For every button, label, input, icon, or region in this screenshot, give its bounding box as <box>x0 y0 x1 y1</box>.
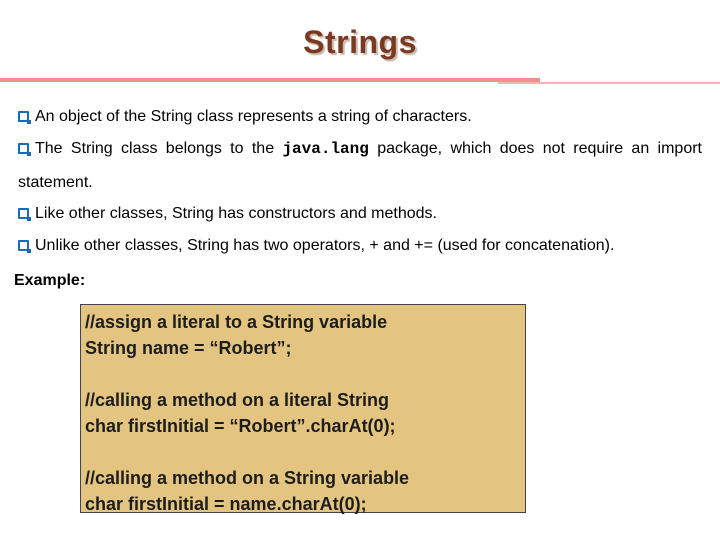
bullet-text: Like other classes, String has constructors and methods. <box>35 205 437 222</box>
title-divider <box>0 78 540 82</box>
bullet-text-part: package, which does not require an import statement. <box>18 140 703 191</box>
code-spacer <box>85 439 525 465</box>
code-comment: //assign a literal to a String variable <box>85 312 388 332</box>
code-comment: //calling a method on a String variable <box>85 468 410 488</box>
code-comment: //calling a method on a literal String <box>85 390 390 410</box>
code-line: char firstInitial = “Robert”.charAt(0); <box>85 416 396 436</box>
bullet-text: An object of the String class represents a string of characters. <box>35 108 472 125</box>
bullet-text-part: The String class belongs to the <box>35 140 283 157</box>
bullet-item-3 <box>18 197 702 231</box>
square-bullet-icon <box>18 143 29 154</box>
square-bullet-icon <box>18 111 29 122</box>
code-spacer <box>85 361 525 387</box>
code-line: String name = “Robert”; <box>85 338 292 358</box>
bullet-item-2 <box>18 132 702 200</box>
bullet-item-4 <box>18 229 702 263</box>
code-example-box <box>80 304 526 513</box>
square-bullet-icon <box>18 208 29 219</box>
title-divider-tail <box>498 82 720 84</box>
example-label: Example: <box>14 272 86 289</box>
bullet-item-1 <box>18 100 702 134</box>
bullet-text: Unlike other classes, String has two operators, + and += (used for concatenation). <box>35 237 615 254</box>
square-bullet-icon <box>18 240 29 251</box>
package-name: java.lang <box>282 140 369 158</box>
code-line: char firstInitial = name.charAt(0); <box>85 494 367 514</box>
slide-title: Strings <box>303 24 417 60</box>
